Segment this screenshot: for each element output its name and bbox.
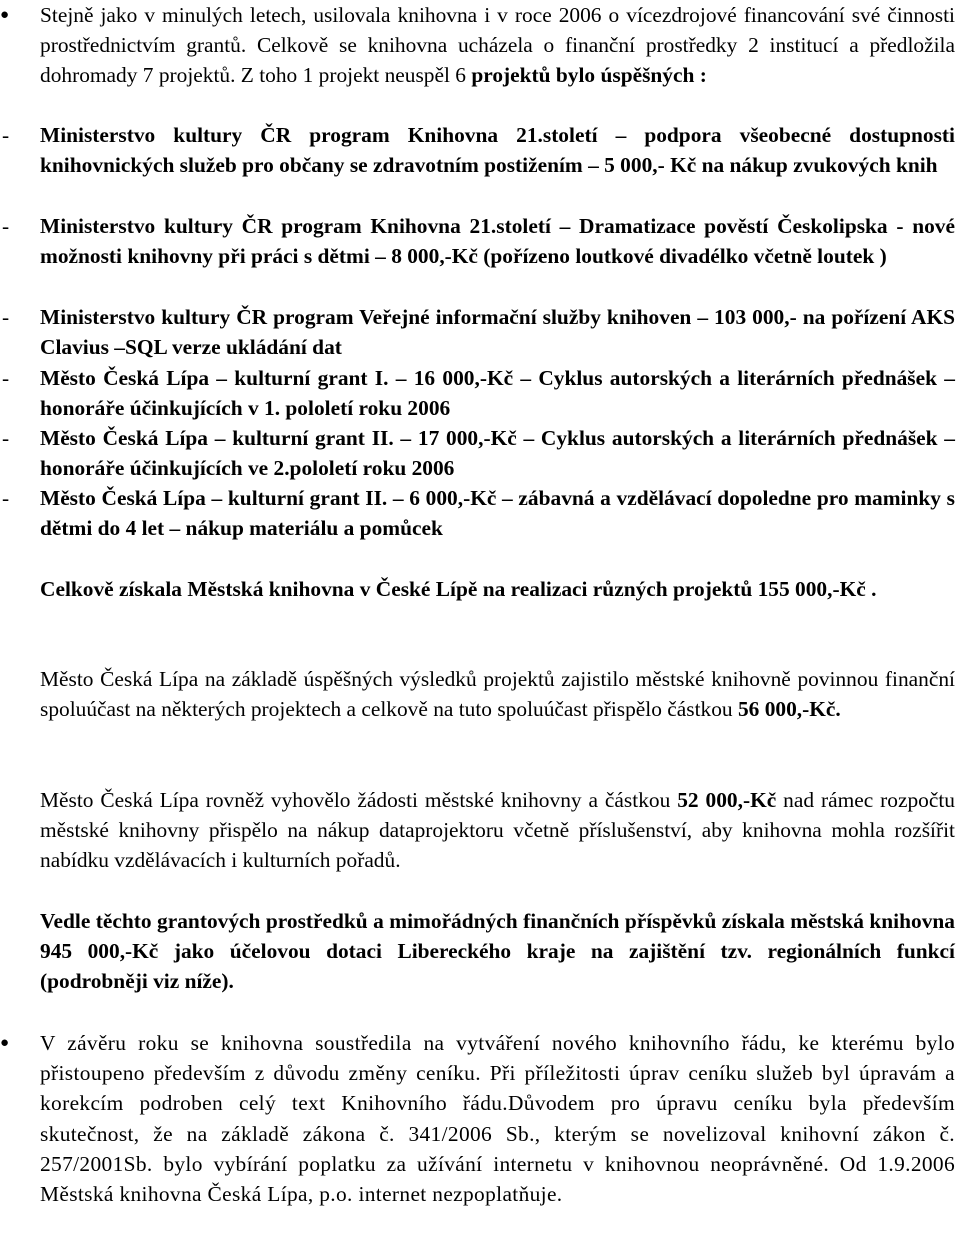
city-projector-amount: 52 000,-Kč [677,788,777,812]
closing-paragraph: V závěru roku se knihovna soustředila na vytváření nového knihovního řádu, ke kterému bylo přistoupeno především z důvodu změny ceníku. Při příležitosti úprav ceníku služeb byl úpravám a korekcím podroben celý text Knihovního řádu.Důvodem pro úpravu ceníku byla především skutečnost, že na základě zákona č. 341/2006 Sb., kterým se novelizoval knihovní zákon č. 257/2001Sb. bylo vybírání poplatku za užívání internetu v knihovnou neoprávněné. Od 1.9.2006 Městská knihovna Česká Lípa, p.o. internet nezpoplatňuje. [40,1031,955,1207]
city-projector-text-2: nad rámec rozpočtu městské knihovny přispělo na nákup dataprojektoru včetně příslušenství, aby knihovna mohla rozšířit nabídku vzdělávacích i kulturních pořadů. [40,788,955,873]
city-projector-text-1: Město Česká Lípa rovněž vyhovělo žádosti městské knihovny a částkou [40,788,678,812]
grant-item: Ministerstvo kultury ČR program Knihovna 21.století – podpora všeobecné dostupnosti knihovnických služeb pro občany se zdravotním postižením – 5 000,- Kč na nákup zvukových knih [40,123,955,178]
grant-item: Město Česká Lípa – kulturní grant I. – 16 000,-Kč – Cyklus autorských a literárních přednášek – honoráře účinkujících v 1. pololetí roku 2006 [40,366,955,421]
list-dash: - [2,426,10,450]
intro-bold-text: projektů bylo úspěšných : [465,63,707,88]
grant-item: Ministerstvo kultury ČR program Veřejné informační služby knihoven – 103 000,- na pořízení AKS Clavius –SQL verze ukládání dat [40,305,955,360]
intro-paragraph [40,0,955,91]
list-dash: - [2,214,10,238]
city-cofinance-paragraph [40,664,955,724]
city-cofinance-text: Město Česká Lípa na základě úspěšných výsledků projektů zajistilo městské knihovně povinnou finanční spoluúčast na některých projektech a celkově na tuto spoluúčast přispělo částkou [40,667,955,722]
region-paragraph: Vedle těchto grantových prostředků a mimořádných finančních příspěvků získala městská knihovna 945 000,-Kč jako účelovou dotaci Libereckého kraje na zajištění tzv. regionálních funkcí (podrobněji viz níže). [40,909,955,994]
total-paragraph: Celkově získala Městská knihovna v České Lípě na realizaci různých projektů 155 000,-Kč . [40,577,877,601]
grant-item: Město Česká Lípa – kulturní grant II. – 6 000,-Kč – zábavná a vzdělávací dopoledne pro maminky s dětmi do 4 let – nákup materiálu a pomůcek [40,486,955,541]
grant-item: Město Česká Lípa – kulturní grant II. – 17 000,-Kč – Cyklus autorských a literárních přednášek – honoráře účinkujících ve 2.pololetí roku 2006 [40,426,955,481]
list-dash: - [2,366,10,390]
intro-text: Stejně jako v minulých letech, usilovala knihovna i v roce 2006 o vícezdrojové financování své činnosti prostřednictvím grantů. Celkově se knihovna ucházela o finanční prostředky 2 institucí a předložila dohromady 7 projektů. Z toho 1 projekt neuspěl 6 [40,3,955,88]
list-dash: - [2,305,10,329]
city-cofinance-amount: 56 000,-Kč. [737,697,841,722]
list-dash: - [2,123,10,147]
city-projector-paragraph [40,785,955,876]
bullet-icon: ● [0,7,10,23]
bullet-icon: ● [0,1035,10,1051]
list-dash: - [2,486,10,510]
grant-item: Ministerstvo kultury ČR program Knihovna 21.století – Dramatizace pověstí Českolipska - nové možnosti knihovny při práci s dětmi – 8 000,-Kč (pořízeno loutkové divadélko včetně loutek ) [40,214,955,269]
